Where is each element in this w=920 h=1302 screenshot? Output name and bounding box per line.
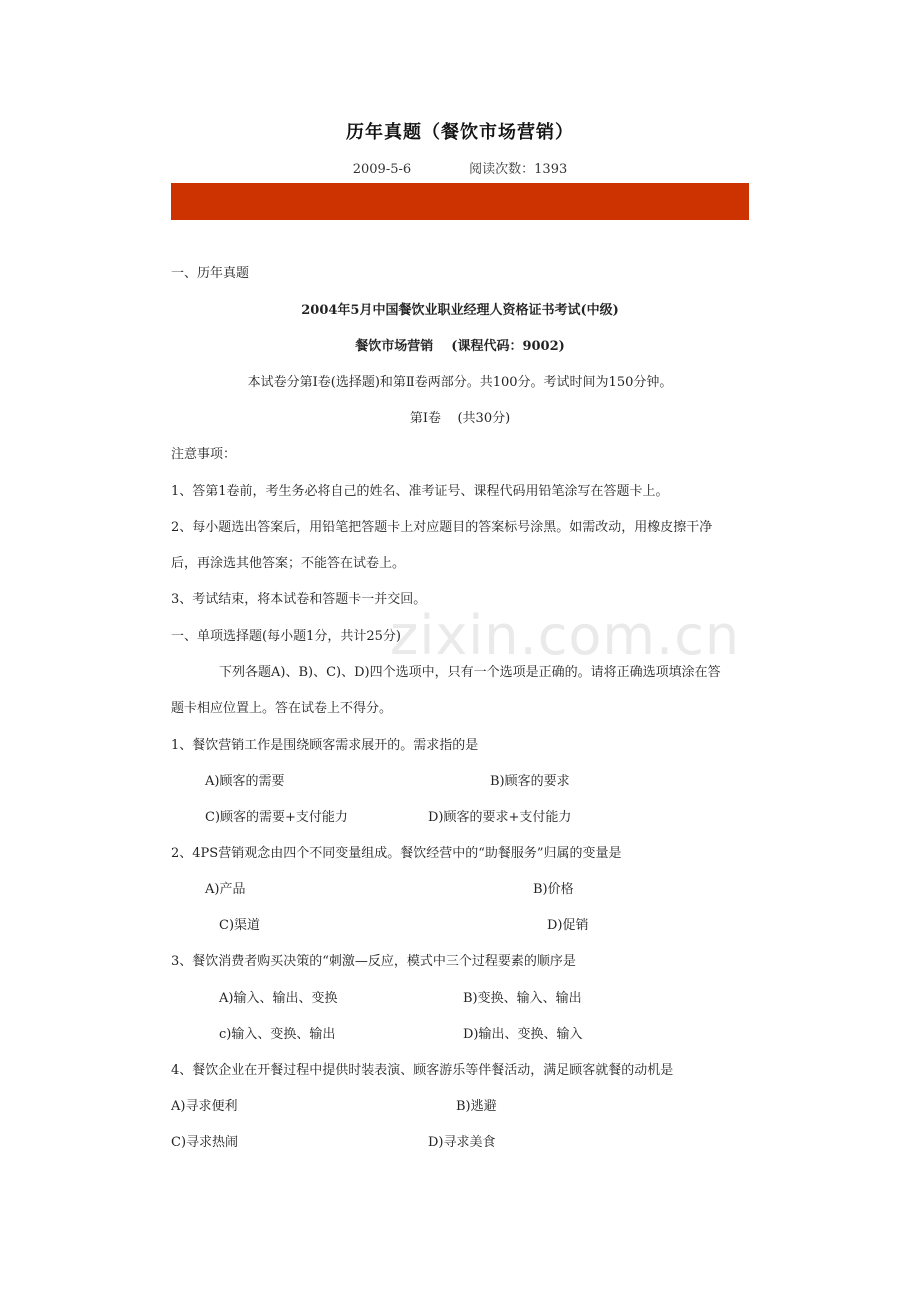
exam-title: 2004年5月中国餐饮业职业经理人资格证书考试(中级): [301, 303, 619, 318]
question-2: 2、4PS营销观念由四个不同变量组成。餐饮经营中的“助餐服务”归属的变量是: [171, 846, 622, 861]
q2-option-d: D)促销: [547, 918, 589, 933]
q2-option-a: A)产品: [205, 882, 246, 897]
q4-option-a: A)寻求便利: [171, 1099, 238, 1114]
exam-intro: 本试卷分第Ⅰ卷(选择题)和第Ⅱ卷两部分。共100分。考试时间为150分钟。: [247, 375, 673, 390]
read-count: 阅读次数：1393: [469, 162, 568, 177]
publish-date: 2009-5-6: [352, 162, 412, 177]
note-2: 2、每小题选出答案后，用铅笔把答题卡上对应题目的答案标号涂黑。如需改动，用橡皮擦干净: [171, 520, 713, 535]
article-meta: [0, 158, 920, 177]
course-line: 餐饮市场营销 (课程代码：9002): [355, 339, 565, 354]
page-title: 历年真题（餐饮市场营销）: [346, 122, 574, 143]
instructions-cont: 题卡相应位置上。答在试卷上不得分。: [171, 701, 393, 716]
q1-option-a: A)顾客的需要: [205, 774, 285, 789]
site-watermark: zixin.com.cn: [390, 604, 741, 667]
note-1: 1、答第1卷前，考生务必将自己的姓名、准考证号、课程代码用铅笔涂写在答题卡上。: [171, 484, 669, 499]
question-3: 3、餐饮消费者购买决策的“刺激—反应，模式中三个过程要素的顺序是: [171, 954, 576, 969]
instructions: 下列各题A)、B)、C)、D)四个选项中，只有一个选项是正确的。请将正确选项填涂在答: [219, 665, 721, 680]
q4-option-d: D)寻求美食: [428, 1135, 496, 1150]
q1-option-b: B)顾客的要求: [490, 774, 570, 789]
q3-option-d: D)输出、变换、输入: [463, 1027, 583, 1042]
q4-option-c: C)寻求热闹: [171, 1135, 239, 1150]
volume-heading: 第Ⅰ卷 (共30分): [409, 411, 511, 426]
q2-option-c: C)渠道: [219, 918, 261, 933]
note-3: 3、考试结束，将本试卷和答题卡一并交回。: [171, 592, 427, 607]
question-4: 4、餐饮企业在开餐过程中提供时装表演、顾客游乐等伴餐活动，满足顾客就餐的动机是: [171, 1063, 674, 1078]
part-1-heading: 一、单项选择题(每小题1分，共计25分): [171, 629, 401, 644]
q4-option-b: B)逃避: [456, 1099, 497, 1114]
q3-option-c: c)输入、变换、输出: [219, 1027, 336, 1042]
notes-heading: 注意事项：: [171, 447, 237, 462]
q1-option-c: C)顾客的需要+支付能力: [205, 810, 348, 825]
header-color-bar: [171, 183, 749, 220]
note-2-cont: 后，再涂选其他答案；不能答在试卷上。: [171, 556, 406, 571]
question-1: 1、餐饮营销工作是围绕顾客需求展开的。需求指的是: [171, 738, 479, 753]
q3-option-a: A)输入、输出、变换: [219, 991, 338, 1006]
section-heading: 一、历年真题: [171, 266, 250, 281]
q2-option-b: B)价格: [533, 882, 574, 897]
q1-option-d: D)顾客的要求+支付能力: [428, 810, 572, 825]
q3-option-b: B)变换、输入、输出: [463, 991, 582, 1006]
